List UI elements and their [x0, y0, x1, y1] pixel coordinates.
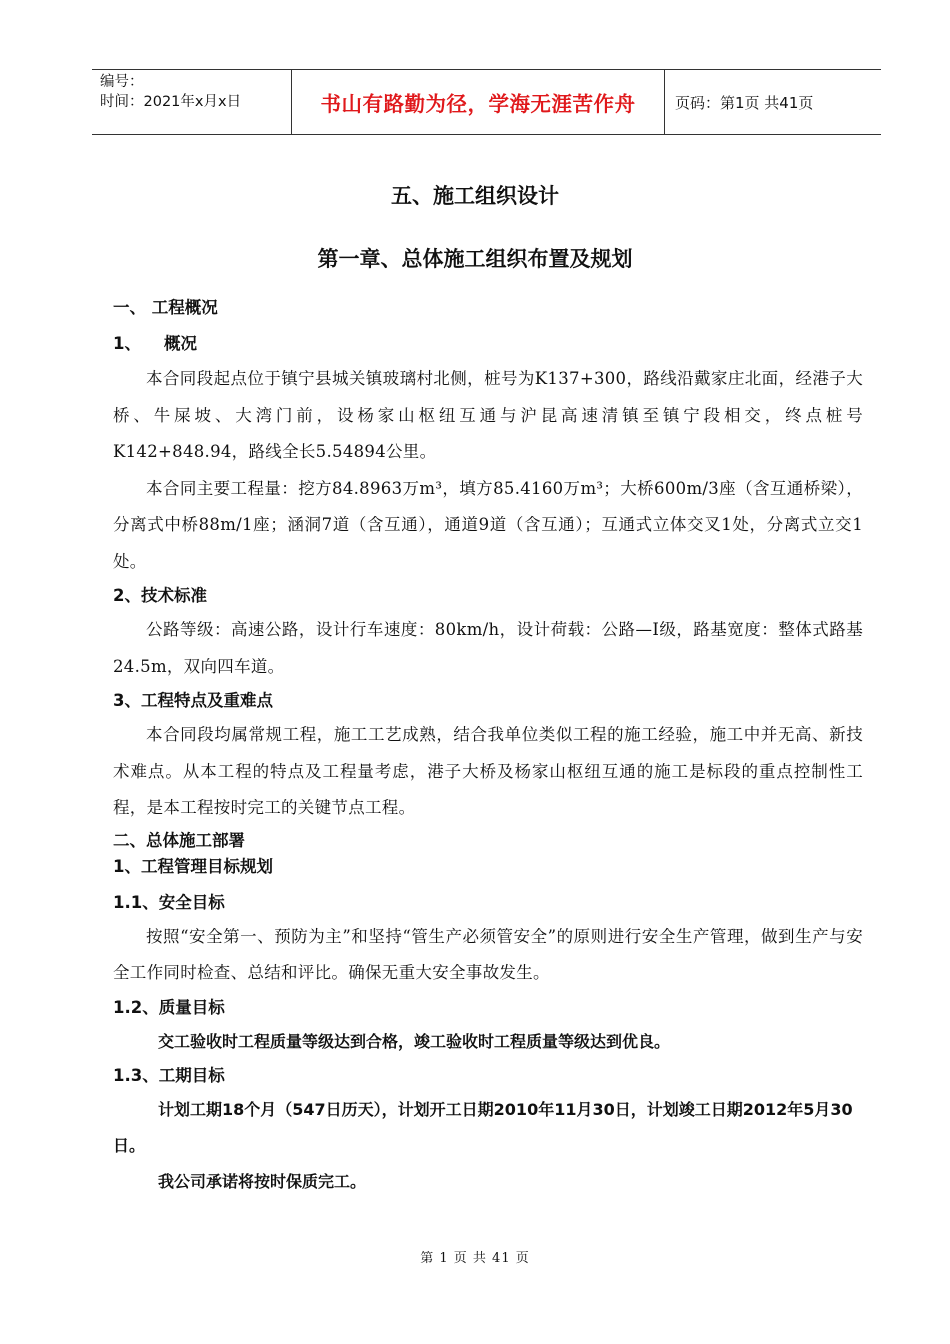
section-heading: 一、 工程概况 — [113, 298, 218, 317]
paragraph: 本合同段均属常规工程，施工工艺成熟，结合我单位类似工程的施工经验，施工中并无高、新技术难点。从本工程的特点及工程量考虑，港子大桥及杨家山枢纽互通的施工是标段的重点控制性工程，是本工程按时完工的关键节点工程。 — [113, 725, 863, 817]
header-meta — [92, 70, 292, 134]
header-serial: 编号： — [100, 74, 144, 90]
paragraph-bold: 我公司承诺将按时保质完工。 — [158, 1171, 367, 1191]
paragraph-bold: 计划工期18个月（547日历天），计划开工日期2010年11月30日，计划竣工日期2012年5月30日。 — [113, 1099, 853, 1155]
paragraph: 本合同主要工程量：挖方84.8963万m³，填方85.4160万m³；大桥600m/3座（含互通桥梁），分离式中桥88m/1座；涵洞7道（含互通），通道9道（含互通）；互通式立体交叉1处，分离式立交1处。 — [113, 478, 863, 571]
header-date: 时间：2021年x月x日 — [100, 94, 242, 110]
paragraph: 本合同段起点位于镇宁县城关镇玻璃村北侧，桩号为K137+300，路线沿戴家庄北面，经港子大桥、牛屎坡、大湾门前，设杨家山枢纽互通与沪昆高速清镇至镇宁段相交，终点桩号K142+848.94，路线全长5.54894公里。 — [113, 369, 863, 461]
paragraph: 按照“安全第一、预防为主”和坚持“管生产必须管安全”的原则进行安全生产管理，做到生产与安全工作同时检查、总结和评比。确保无重大安全事故发生。 — [113, 926, 863, 982]
subsection-heading: 1.2、质量目标 — [113, 997, 225, 1017]
subsection-heading: 1、工程管理目标规划 — [113, 856, 273, 876]
section-heading: 二、总体施工部署 — [113, 830, 245, 850]
chapter-title: 第一章、总体施工组织布置及规划 — [317, 247, 633, 271]
document-body — [113, 291, 863, 1200]
subsection-heading: 2、技术标准 — [113, 586, 207, 605]
document-title: 五、施工组织设计 — [391, 184, 559, 208]
header-page-number: 页码：第1页 共41页 — [675, 93, 814, 112]
page-footer: 第 1 页 共 41 页 — [420, 1251, 530, 1266]
subsection-heading: 3、工程特点及重难点 — [113, 691, 273, 710]
subsection-heading: 1.3、工期目标 — [113, 1065, 225, 1085]
header-motto: 书山有路勤为径，学海无涯苦作舟 — [292, 70, 665, 134]
paragraph-bold: 交工验收时工程质量等级达到合格，竣工验收时工程质量等级达到优良。 — [158, 1031, 671, 1051]
paragraph: 公路等级：高速公路，设计行车速度：80km/h，设计荷载：公路—I级，路基宽度：整体式路基24.5m，双向四车道。 — [113, 620, 863, 676]
header-table — [92, 69, 881, 135]
subsection-heading: 1.1、安全目标 — [113, 892, 225, 912]
subsection-heading: 1、 概况 — [113, 334, 197, 353]
